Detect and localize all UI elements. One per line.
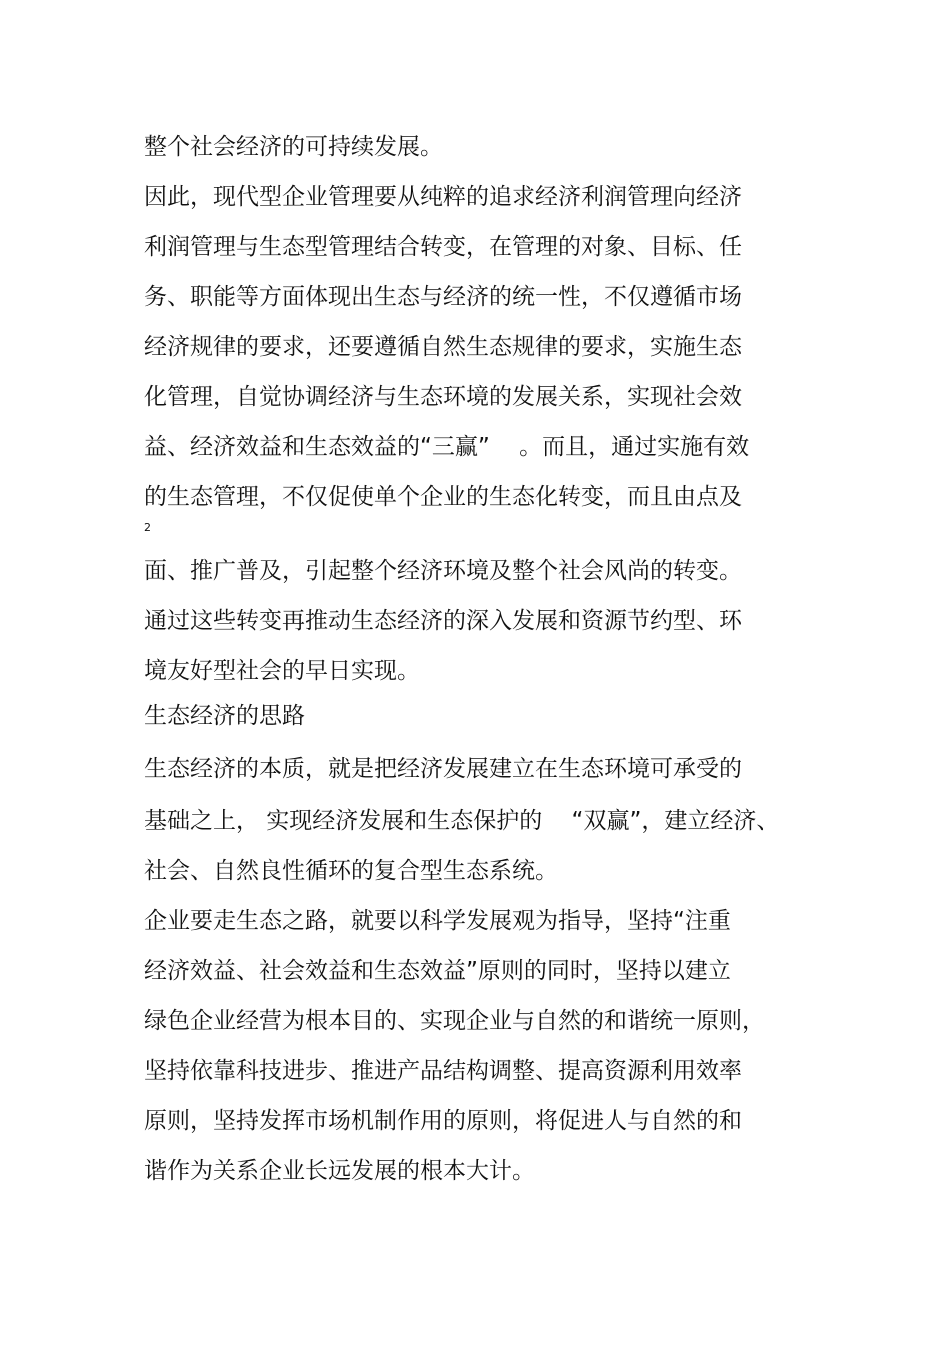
paragraph-line: 谐作为关系企业长远发展的根本大计。: [144, 1158, 535, 1184]
paragraph-line: 益、经济效益和生态效益的“三赢” 。而且，通过实施有效: [144, 434, 750, 460]
paragraph-line: 原则，坚持发挥市场机制作用的原则，将促进人与自然的和: [144, 1108, 742, 1134]
paragraph-line: 企业要走生态之路，就要以科学发展观为指导，坚持“注重: [144, 908, 731, 934]
paragraph-line: 社会、自然良性循环的复合型生态系统。: [144, 858, 558, 884]
paragraph-line: 坚持依靠科技进步、推进产品结构调整、提高资源利用效率: [144, 1058, 742, 1084]
section-heading: 生态经济的思路: [144, 703, 305, 729]
paragraph-line: 面、推广普及，引起整个经济环境及整个社会风尚的转变。: [144, 558, 742, 584]
paragraph-line: 通过这些转变再推动生态经济的深入发展和资源节约型、环: [144, 608, 742, 634]
paragraph-line: 境友好型社会的早日实现。: [144, 658, 420, 684]
paragraph-line: 基础之上， 实现经济发展和生态保护的 “双赢”，建立经济、: [144, 808, 780, 834]
paragraph-line: 化管理，自觉协调经济与生态环境的发展关系，实现社会效: [144, 384, 742, 410]
paragraph-line: 利润管理与生态型管理结合转变，在管理的对象、目标、任: [144, 234, 742, 260]
paragraph-line: 经济规律的要求，还要遵循自然生态规律的要求，实施生态: [144, 334, 742, 360]
paragraph-line: 务、职能等方面体现出生态与经济的统一性，不仅遵循市场: [144, 284, 742, 310]
paragraph-line: 整个社会经济的可持续发展。: [144, 134, 443, 160]
paragraph-line: 绿色企业经营为根本目的、实现企业与自然的和谐统一原则，: [144, 1008, 765, 1034]
paragraph-line: 生态经济的本质，就是把经济发展建立在生态环境可承受的: [144, 756, 742, 782]
paragraph-line: 因此，现代型企业管理要从纯粹的追求经济利润管理向经济: [144, 184, 742, 210]
paragraph-line: 的生态管理，不仅促使单个企业的生态化转变，而且由点及: [144, 484, 742, 510]
footnote-marker: 2: [144, 521, 151, 534]
paragraph-line: 经济效益、社会效益和生态效益”原则的同时，坚持以建立: [144, 958, 731, 984]
